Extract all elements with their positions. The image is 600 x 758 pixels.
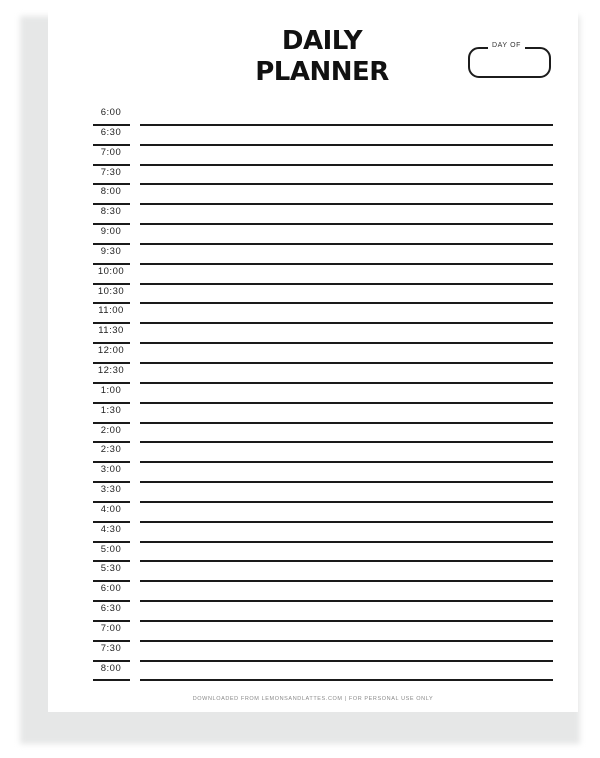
time-label: 6:00: [100, 583, 122, 595]
time-row: [92, 344, 554, 364]
time-label: 11:30: [98, 325, 124, 337]
time-label: 5:00: [100, 543, 122, 555]
time-row: [92, 384, 554, 404]
time-label: 11:00: [98, 305, 124, 317]
footer-note: DOWNLOADED FROM LEMONSANDLATTES.COM | FOR PERSONAL USE ONLY: [192, 696, 434, 702]
day-of-field[interactable]: [468, 47, 551, 78]
time-row: [92, 543, 554, 563]
time-label: 7:00: [100, 622, 122, 634]
time-row: [92, 225, 554, 245]
time-row: [92, 404, 554, 424]
time-row: [92, 265, 554, 285]
time-underline: [93, 679, 130, 681]
title-line-1: DAILY: [281, 26, 363, 56]
time-label: 12:30: [97, 364, 125, 376]
day-of-label: DAY OF: [488, 41, 525, 51]
time-row: [92, 304, 554, 324]
time-label: 5:30: [100, 563, 122, 575]
time-label: 7:00: [100, 146, 122, 158]
time-row: [92, 126, 554, 146]
time-label: 12:00: [97, 345, 125, 357]
time-label: 6:30: [100, 126, 122, 138]
planner-page: [48, 4, 578, 712]
schedule-list: [92, 106, 554, 681]
time-label: 10:00: [97, 265, 125, 277]
time-label: 4:00: [100, 503, 122, 515]
time-row: [92, 324, 554, 344]
time-row: [92, 166, 554, 186]
time-row: [92, 523, 554, 543]
time-label: 10:30: [97, 285, 125, 297]
time-row: [92, 642, 554, 662]
time-label: 9:30: [100, 245, 122, 257]
time-label: 6:30: [100, 603, 122, 615]
time-row: [92, 364, 554, 384]
time-row: [92, 443, 554, 463]
time-row: [92, 146, 554, 166]
page-title: [232, 26, 412, 88]
time-label: 4:30: [100, 523, 122, 535]
time-label: 7:30: [100, 642, 122, 654]
time-label: 8:00: [100, 662, 122, 674]
time-row: [92, 424, 554, 444]
time-row: [92, 582, 554, 602]
time-label: 7:30: [100, 166, 122, 178]
time-row: [92, 463, 554, 483]
time-label: 8:30: [100, 206, 122, 218]
time-label: 9:00: [100, 226, 122, 238]
time-label: 2:30: [100, 444, 122, 456]
time-row: [92, 503, 554, 523]
title-line-2: PLANNER: [255, 57, 389, 87]
time-row: [92, 185, 554, 205]
time-row: [92, 245, 554, 265]
time-row: [92, 285, 554, 305]
entry-line[interactable]: [140, 679, 553, 681]
time-label: 2:00: [100, 424, 122, 436]
time-row: [92, 106, 554, 126]
time-label: 3:30: [100, 484, 122, 496]
time-label: 3:00: [100, 464, 122, 476]
time-row: [92, 622, 554, 642]
time-label: 8:00: [100, 186, 122, 198]
time-row: [92, 205, 554, 225]
time-label: 6:00: [100, 107, 122, 118]
time-row: [92, 562, 554, 582]
time-row: [92, 602, 554, 622]
time-row: [92, 483, 554, 503]
time-label: 1:00: [100, 384, 122, 396]
time-row: [92, 662, 554, 682]
time-label: 1:30: [100, 404, 122, 416]
